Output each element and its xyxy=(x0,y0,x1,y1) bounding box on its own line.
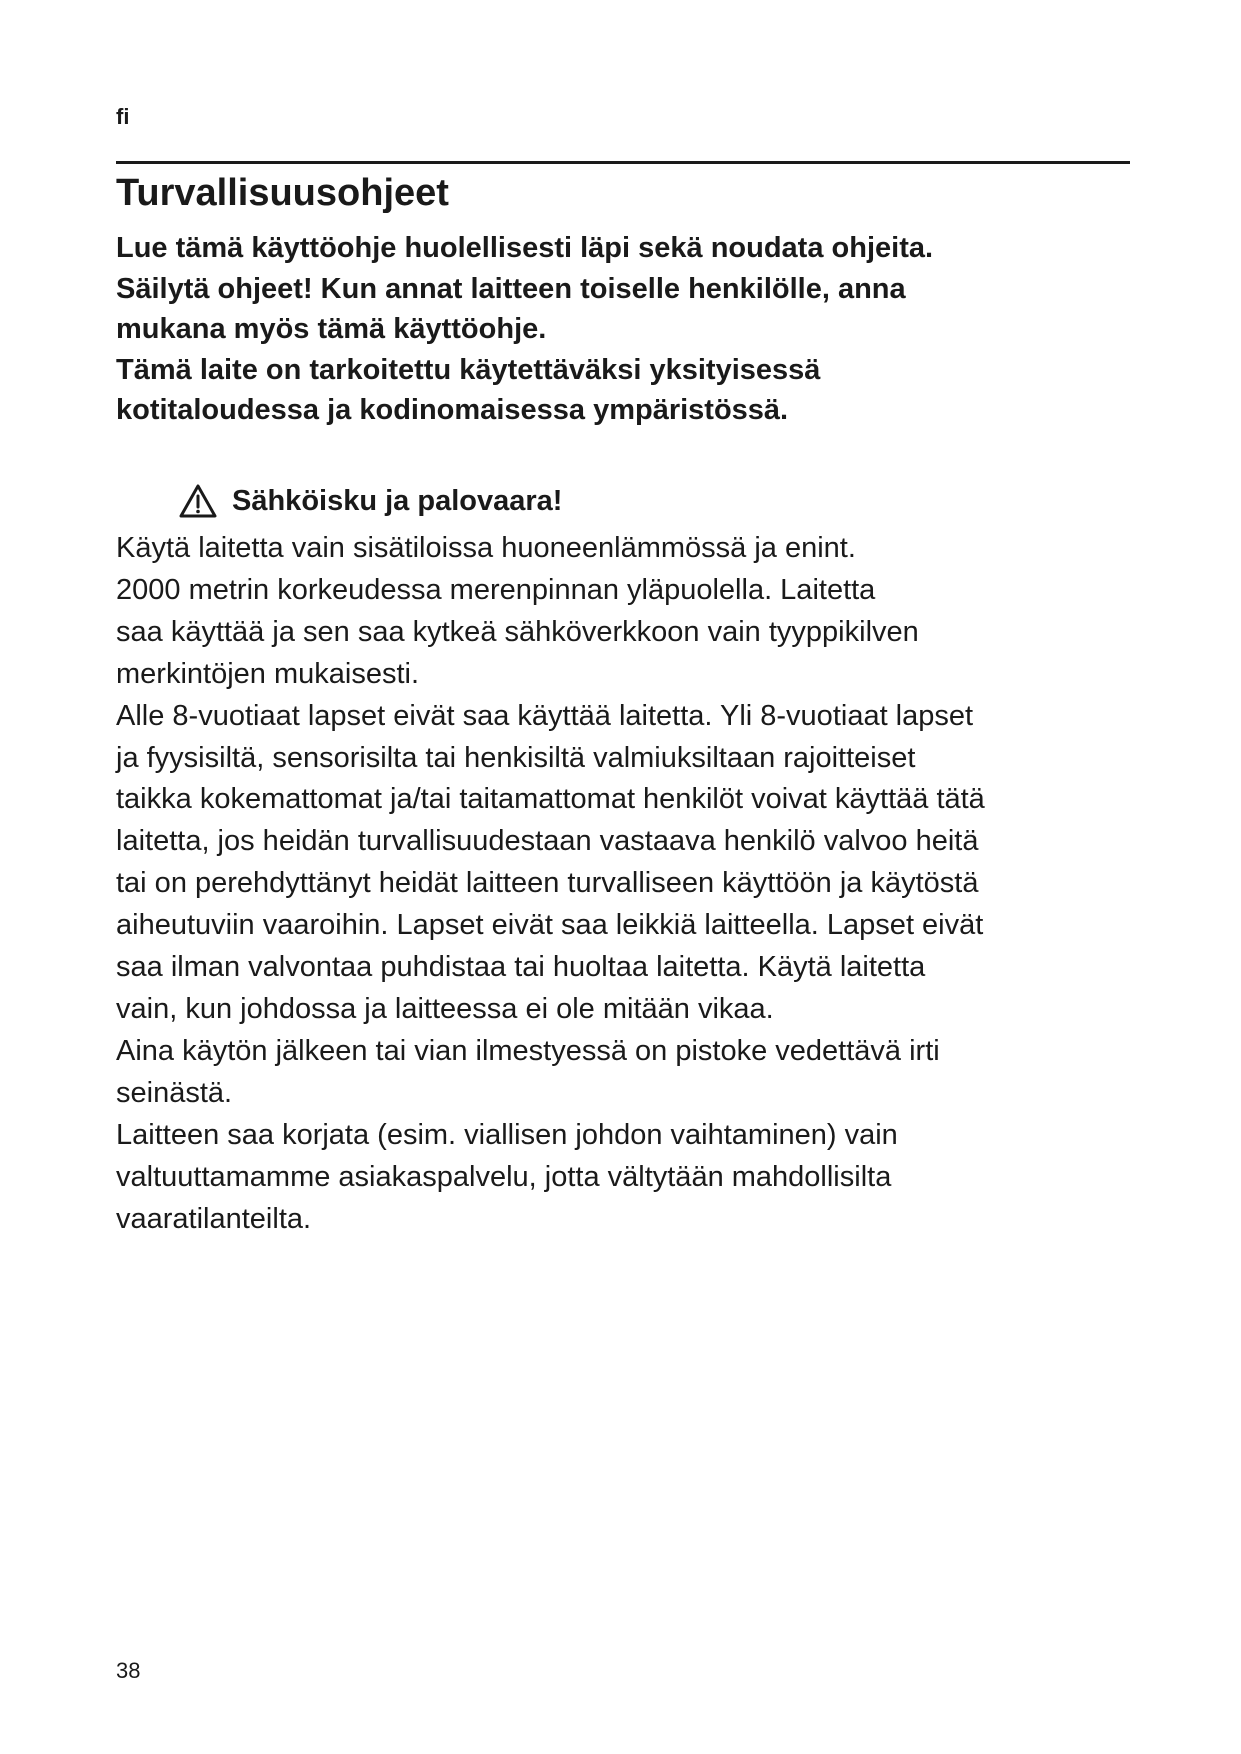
body-line: vain, kun johdossa ja laitteessa ei ole mitään vikaa. xyxy=(116,992,774,1025)
body-line: saa ilman valvontaa puhdistaa tai huoltaa laitetta. Käytä laitetta xyxy=(116,951,926,984)
section-divider xyxy=(116,161,1130,164)
intro-line: Tämä laite on tarkoitettu käytettäväksi yksityisessä xyxy=(116,353,821,386)
intro-line: mukana myös tämä käyttöohje. xyxy=(116,313,547,345)
body-line: Alle 8-vuotiaat lapset eivät saa käyttää laitetta. Yli 8-vuotiaat lapset xyxy=(116,699,974,732)
body-line: tai on perehdyttänyt heidät laitteen turvalliseen käyttöön ja käytöstä xyxy=(116,867,979,900)
warning-heading-text: Sähköisku ja palovaara! xyxy=(232,485,563,517)
intro-line: Lue tämä käyttöohje huolellisesti läpi sekä noudata ohjeita. xyxy=(116,232,934,264)
body-line: Käytä laitetta vain sisätiloissa huoneenlämmössä ja enint. xyxy=(116,532,856,564)
body-line: valtuuttamamme asiakaspalvelu, jotta vältytään mahdollisilta xyxy=(116,1160,892,1193)
intro-line: Säilytä ohjeet! Kun annat laitteen toiselle henkilölle, anna xyxy=(116,272,906,305)
body-line: vaaratilanteilta. xyxy=(116,1202,312,1235)
intro-line: kotitaloudessa ja kodinomaisessa ympäristössä. xyxy=(116,394,789,426)
intro-paragraph xyxy=(116,228,1116,431)
body-line: 2000 metrin korkeudessa merenpinnan yläpuolella. Laitetta xyxy=(116,573,876,606)
body-line: laitetta, jos heidän turvallisuudestaan vastaava henkilö valvoo heitä xyxy=(116,825,979,858)
body-line: taikka kokemattomat ja/tai taitamattomat henkilöt voivat käyttää tätä xyxy=(116,783,985,816)
warning-heading xyxy=(178,481,562,521)
body-line: merkintöjen mukaisesti. xyxy=(116,657,419,690)
body-line: ja fyysisiltä, sensorisilta tai henkisiltä valmiuksiltaan rajoitteiset xyxy=(116,741,916,774)
section-title: Turvallisuusohjeet xyxy=(116,172,449,214)
body-line: seinästä. xyxy=(116,1076,233,1109)
page-number: 38 xyxy=(116,1658,141,1683)
body-line: Aina käytön jälkeen tai vian ilmestyessä on pistoke vedettävä irti xyxy=(116,1034,940,1067)
body-line: aiheutuviin vaaroihin. Lapset eivät saa leikkiä laitteella. Lapset eivät xyxy=(116,909,984,942)
language-code: fi xyxy=(116,104,130,129)
warning-body xyxy=(116,528,1136,1240)
body-line: Laitteen saa korjata (esim. viallisen johdon vaihtaminen) vain xyxy=(116,1118,898,1151)
body-line: saa käyttää ja sen saa kytkeä sähköverkkoon vain tyyppikilven xyxy=(116,615,919,648)
warning-triangle-icon xyxy=(178,483,218,519)
